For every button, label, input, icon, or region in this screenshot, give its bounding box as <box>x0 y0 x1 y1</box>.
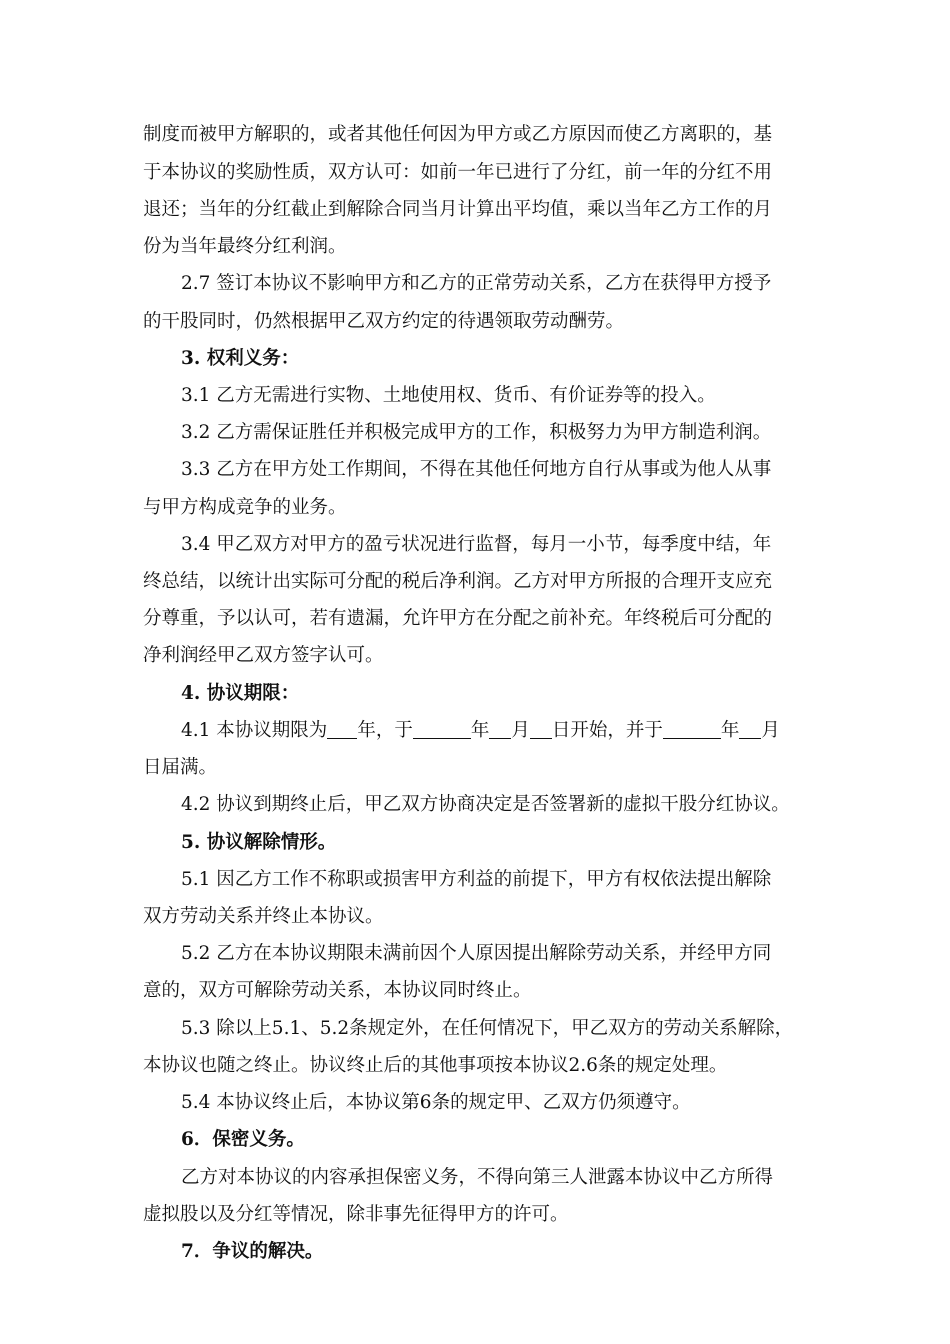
clause-text: 月 <box>761 720 780 741</box>
paragraph-line: 退还；当年的分红截止到解除合同当月计算出平均值，乘以当年乙方工作的月 <box>143 199 773 220</box>
section-heading-4: 4. 协议期限： <box>181 683 300 704</box>
clause-text: 年 <box>470 720 490 741</box>
blank-field <box>530 718 552 739</box>
blank-field <box>413 718 471 739</box>
clause-4-1-line: 日届满。 <box>143 757 218 778</box>
clause-5-1-line: 5.1 因乙方工作不称职或损害甲方利益的前提下，甲方有权依法提出解除 <box>181 869 772 890</box>
clause-3-3-line: 3.3 乙方在甲方处工作期间，不得在其他任何地方自行从事或为他人从事 <box>181 459 772 480</box>
clause-3-4-line: 终总结，以统计出实际可分配的税后净利润。乙方对甲方所报的合理开支应充 <box>143 571 773 592</box>
clause-5-4: 5.4 本协议终止后，本协议第6条的规定甲、乙双方仍须遵守。 <box>181 1092 691 1113</box>
clause-4-2: 4.2 协议到期终止后，甲乙双方协商决定是否签署新的虚拟干股分红协议。 <box>181 794 790 815</box>
clause-3-4-line: 净利润经甲乙双方签字认可。 <box>143 645 384 666</box>
clause-2-7-line: 2.7 签订本协议不影响甲方和乙方的正常劳动关系，乙方在获得甲方授予 <box>181 273 772 294</box>
clause-5-3-line: 5.3 除以上5.1、5.2条规定外，在任何情况下，甲乙双方的劳动关系解除， <box>181 1018 794 1039</box>
paragraph-line: 制度而被甲方解职的，或者其他任何因为甲方或乙方原因而使乙方离职的，基 <box>143 124 773 145</box>
paragraph-line: 于本协议的奖励性质，双方认可：如前一年已进行了分红，前一年的分红不用 <box>143 162 773 183</box>
clause-3-2: 3.2 乙方需保证胜任并积极完成甲方的工作，积极努力为甲方制造利润。 <box>181 422 772 443</box>
clause-text: 日开始，并于 <box>551 720 663 741</box>
clause-3-1: 3.1 乙方无需进行实物、土地使用权、货币、有价证券等的投入。 <box>181 385 716 406</box>
blank-field <box>739 718 761 739</box>
clause-5-2-line: 5.2 乙方在本协议期限未满前因个人原因提出解除劳动关系，并经甲方同 <box>181 943 772 964</box>
clause-2-7-line: 的干股同时，仍然根据甲乙双方约定的待遇领取劳动酬劳。 <box>143 311 625 332</box>
clause-6-line: 乙方对本协议的内容承担保密义务，不得向第三人泄露本协议中乙方所得 <box>181 1167 774 1188</box>
section-heading-7: 7．争议的解决。 <box>181 1241 324 1262</box>
blank-field <box>489 718 511 739</box>
clause-text: 年，于 <box>357 720 413 741</box>
clause-text: 4.1 本协议期限为 <box>181 720 328 741</box>
clause-3-3-line: 与甲方构成竞争的业务。 <box>143 497 347 518</box>
clause-3-4-line: 3.4 甲乙双方对甲方的盈亏状况进行监督，每月一小节，每季度中结，年 <box>181 534 772 555</box>
paragraph-line: 份为当年最终分红利润。 <box>143 236 347 257</box>
clause-6-line: 虚拟股以及分红等情况，除非事先征得甲方的许可。 <box>143 1204 569 1225</box>
section-heading-5: 5. 协议解除情形。 <box>181 832 337 853</box>
blank-field <box>663 718 721 739</box>
clause-5-1-line: 双方劳动关系并终止本协议。 <box>143 906 384 927</box>
clause-text: 年 <box>720 720 740 741</box>
clause-3-4-line: 分尊重，予以认可，若有遗漏，允许甲方在分配之前补充。年终税后可分配的 <box>143 608 773 629</box>
clause-text: 月 <box>511 720 530 741</box>
clause-5-3-line: 本协议也随之终止。协议终止后的其他事项按本协议2.6条的规定处理。 <box>143 1055 728 1076</box>
section-heading-3: 3. 权利义务： <box>181 348 300 369</box>
section-heading-6: 6．保密义务。 <box>181 1129 305 1150</box>
clause-4-1-line <box>181 717 780 745</box>
clause-5-2-line: 意的，双方可解除劳动关系，本协议同时终止。 <box>143 980 532 1001</box>
blank-field <box>327 718 357 739</box>
